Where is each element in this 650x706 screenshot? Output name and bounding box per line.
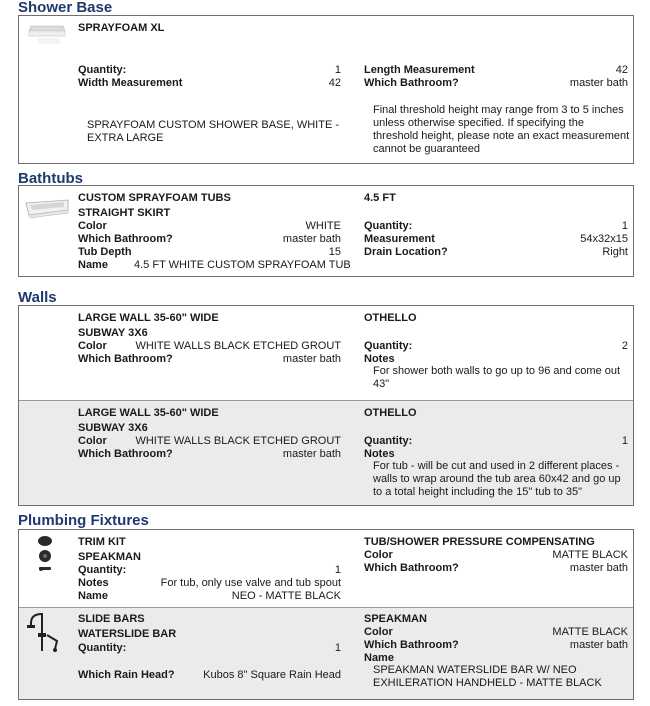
section-title-plumbing: Plumbing Fixtures — [18, 512, 149, 529]
wall-2-style: OTHELLO — [364, 407, 417, 419]
wall-1-notes-label: Notes — [364, 353, 395, 365]
trim-kit-notes-label: Notes — [78, 577, 109, 589]
wall-2-name: LARGE WALL 35-60" WIDE — [78, 407, 219, 419]
wall-2-subtitle: SUBWAY 3X6 — [78, 422, 148, 434]
slide-bars-row — [19, 607, 633, 699]
wall-1-quantity-label: Quantity: — [364, 340, 413, 352]
slide-bars-name-value: SPEAKMAN WATERSLIDE BAR W/ NEO EXHILERATION HANDHELD - MATTE BLACK — [373, 664, 602, 689]
slide-bars-bathroom: master bath — [569, 639, 628, 651]
trim-kit-quantity-label: Quantity: — [78, 564, 127, 576]
shower-base-name: SPRAYFOAM XL — [78, 22, 165, 34]
bathtub-name-value: 4.5 FT WHITE CUSTOM SPRAYFOAM TUB — [134, 259, 351, 271]
wall-2-notes-label: Notes — [364, 448, 395, 460]
bathtub-name-label: Name — [78, 259, 108, 271]
trim-kit-notes: For tub, only use valve and tub spout — [160, 577, 341, 589]
wall-1-name: LARGE WALL 35-60" WIDE — [78, 312, 219, 324]
shower-base-width: 42 — [328, 77, 341, 89]
wall-1-notes: For shower both walls to go up to 96 and come out 43" — [373, 365, 621, 390]
wall-1-style: OTHELLO — [364, 312, 417, 324]
trim-kit-color: MATTE BLACK — [552, 549, 628, 561]
bathtub-color-label: Color — [78, 220, 107, 232]
trim-kit-bathroom-label: Which Bathroom? — [364, 562, 459, 574]
wall-1-color: WHITE WALLS BLACK ETCHED GROUT — [135, 340, 341, 352]
slide-bars-brand: SPEAKMAN — [364, 613, 427, 625]
bathtub-drain-label: Drain Location? — [364, 246, 448, 258]
slide-bars-rain: Kubos 8" Square Rain Head — [203, 669, 341, 681]
bathtub-depth: 15 — [328, 246, 341, 258]
walls-card — [18, 305, 634, 506]
trim-kit-quantity: 1 — [334, 564, 341, 576]
slide-bars-color: MATTE BLACK — [552, 626, 628, 638]
bathtub-card — [18, 185, 634, 277]
wall-2-bathroom: master bath — [282, 448, 341, 460]
trim-kit-name-value: NEO - MATTE BLACK — [231, 590, 341, 602]
bathtub-drain: Right — [602, 246, 628, 258]
trim-kit-brand: SPEAKMAN — [78, 551, 141, 563]
section-title-bathtubs: Bathtubs — [18, 170, 83, 187]
slide-bar-icon — [25, 611, 65, 655]
slide-bars-quantity-label: Quantity: — [78, 642, 127, 654]
trim-kit-color-label: Color — [364, 549, 393, 561]
bathtub-size: 4.5 FT — [364, 192, 396, 204]
shower-base-bathroom: master bath — [569, 77, 628, 89]
shower-base-bathroom-label: Which Bathroom? — [364, 77, 459, 89]
bathtub-bathroom-label: Which Bathroom? — [78, 233, 173, 245]
wall-2-color: WHITE WALLS BLACK ETCHED GROUT — [135, 435, 341, 447]
slide-bars-quantity: 1 — [334, 642, 341, 654]
bathtub-icon — [24, 197, 70, 221]
bathtub-measurement: 54x32x15 — [580, 233, 628, 245]
trim-kit-name-label: Name — [78, 590, 108, 602]
wall-1-bathroom: master bath — [282, 353, 341, 365]
trim-kit-type: TUB/SHOWER PRESSURE COMPENSATING — [364, 536, 595, 548]
wall-2-bathroom-label: Which Bathroom? — [78, 448, 173, 460]
section-title-walls: Walls — [18, 289, 57, 306]
shower-base-width-label: Width Measurement — [78, 77, 183, 89]
wall-1-bathroom-label: Which Bathroom? — [78, 353, 173, 365]
shower-base-quantity-label: Quantity: — [78, 64, 127, 76]
trim-kit-name: TRIM KIT — [78, 536, 126, 548]
bathtub-subtitle: STRAIGHT SKIRT — [78, 207, 171, 219]
bathtub-measurement-label: Measurement — [364, 233, 435, 245]
wall-2-row — [19, 400, 633, 505]
shower-base-length-label: Length Measurement — [364, 64, 475, 76]
bathtub-name: CUSTOM SPRAYFOAM TUBS — [78, 192, 231, 204]
slide-bars-color-label: Color — [364, 626, 393, 638]
wall-1-subtitle: SUBWAY 3X6 — [78, 327, 148, 339]
wall-1-color-label: Color — [78, 340, 107, 352]
plumbing-card — [18, 529, 634, 700]
wall-2-quantity: 1 — [621, 435, 628, 447]
shower-base-card — [18, 15, 634, 164]
slide-bars-name-label: Name — [364, 652, 394, 664]
shower-base-quantity: 1 — [334, 64, 341, 76]
shower-base-length: 42 — [615, 64, 628, 76]
slide-bars-rain-label: Which Rain Head? — [78, 669, 175, 681]
shower-base-note: Final threshold height may range from 3 to 5 inches unless otherwise specified. If specifying the threshold height, please note an exact measurement cannot be guaranteed — [373, 104, 630, 155]
wall-2-notes: For tub - will be cut and used in 2 different places - walls to wrap around the tub area 60x42 and go up to a total height including the 15" tub to 35" — [373, 460, 621, 498]
section-title-shower-base: Shower Base — [18, 0, 113, 16]
slide-bars-name: SLIDE BARS — [78, 613, 145, 625]
slide-bars-subtitle: WATERSLIDE BAR — [78, 628, 177, 640]
bathtub-bathroom: master bath — [282, 233, 341, 245]
wall-2-quantity-label: Quantity: — [364, 435, 413, 447]
wall-2-color-label: Color — [78, 435, 107, 447]
trim-kit-icon — [34, 535, 56, 575]
slide-bars-bathroom-label: Which Bathroom? — [364, 639, 459, 651]
bathtub-quantity-label: Quantity: — [364, 220, 413, 232]
shower-base-description: SPRAYFOAM CUSTOM SHOWER BASE, WHITE - EXTRA LARGE — [87, 119, 340, 144]
bathtub-depth-label: Tub Depth — [78, 246, 132, 258]
shower-base-icon — [27, 22, 67, 44]
trim-kit-bathroom: master bath — [569, 562, 628, 574]
bathtub-color: WHITE — [305, 220, 341, 232]
bathtub-quantity: 1 — [621, 220, 628, 232]
wall-1-quantity: 2 — [621, 340, 628, 352]
